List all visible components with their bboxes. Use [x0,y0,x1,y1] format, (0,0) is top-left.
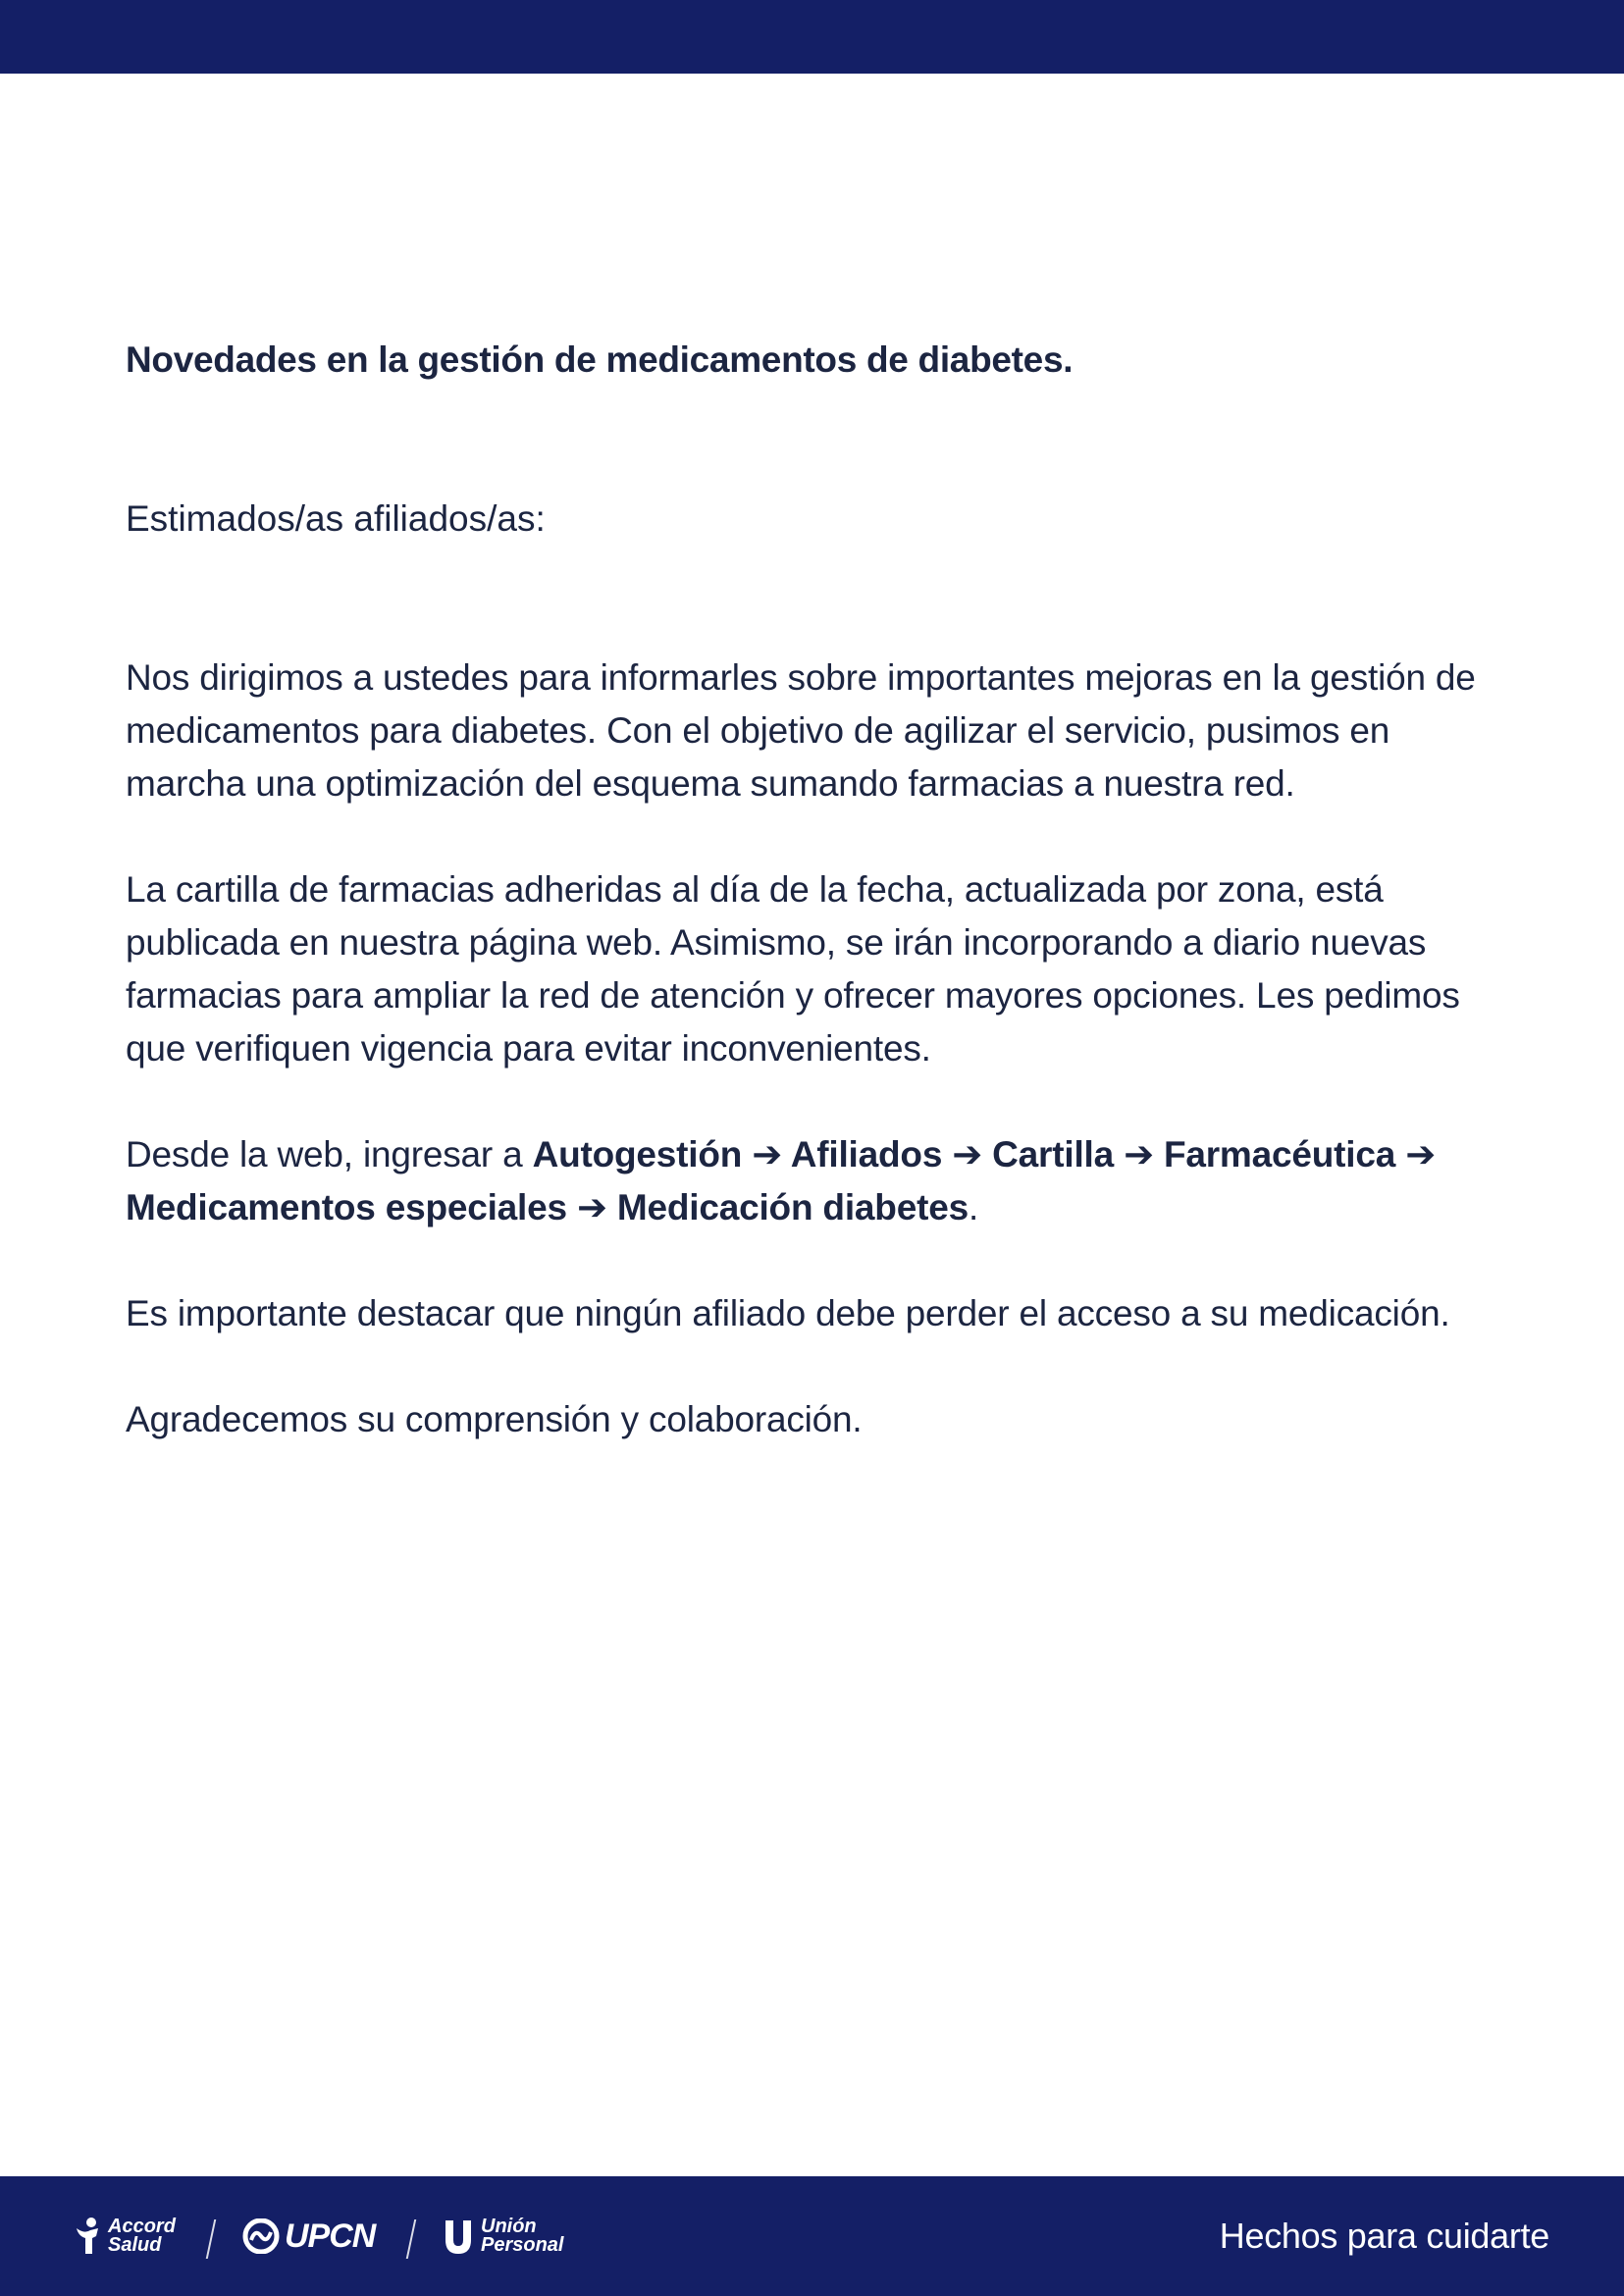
document-title: Novedades en la gestión de medicamentos de diabetes. [126,339,1074,380]
accord-figure-icon [75,2217,102,2256]
upcn-emblem-icon [241,2218,281,2254]
navigation-intro: Desde la web, ingresar a [126,1134,533,1174]
logo-separator [406,2219,417,2259]
footer-bar [0,2176,1624,2296]
accord-salud-logo [75,2214,176,2259]
footer-slogan: Hechos para cuidarte [1219,2216,1549,2256]
union-logo-line1: Unión [481,2216,537,2237]
paragraph-navigation-path [126,1128,1519,1234]
navigation-path: Autogestión ➔ Afiliados ➔ Cartilla ➔ Farmacéutica ➔ Medicamentos especiales ➔ Medicación diabetes [126,1134,1436,1227]
navigation-end: . [968,1187,979,1227]
union-personal-logo [442,2214,563,2259]
upcn-logo [241,2214,375,2259]
paragraph-cartilla: La cartilla de farmacias adheridas al día de la fecha, actualizada por zona, está publicada en nuestra página web. Asimismo, se irán incorporando a diario nuevas farmacias para ampliar la red de atención y ofrecer mayores opciones. Les pedimos que verifiquen vigencia para evitar inconvenientes. [126,869,1460,1069]
top-header-bar [0,0,1624,74]
paragraph-intro: Nos dirigimos a ustedes para informarles sobre importantes mejoras en la gestión de medicamentos para diabetes. Con el objetivo de agilizar el servicio, pusimos en marcha una optimización del esquema sumando farmacias a nuestra red. [126,657,1476,804]
union-logo-line2: Personal [481,2234,564,2256]
logo-separator [206,2219,217,2259]
paragraph-importance: Es importante destacar que ningún afiliado debe perder el acceso a su medicación. [126,1293,1450,1333]
union-u-icon [442,2217,475,2256]
paragraph-thanks: Agradecemos su comprensión y colaboración. [126,1399,863,1439]
accord-logo-line2: Salud [108,2234,162,2256]
document-body [126,334,1519,1446]
upcn-logo-text: UPCN [285,2217,376,2255]
greeting: Estimados/as afiliados/as: [126,498,546,539]
accord-logo-line1: Accord [108,2216,176,2237]
